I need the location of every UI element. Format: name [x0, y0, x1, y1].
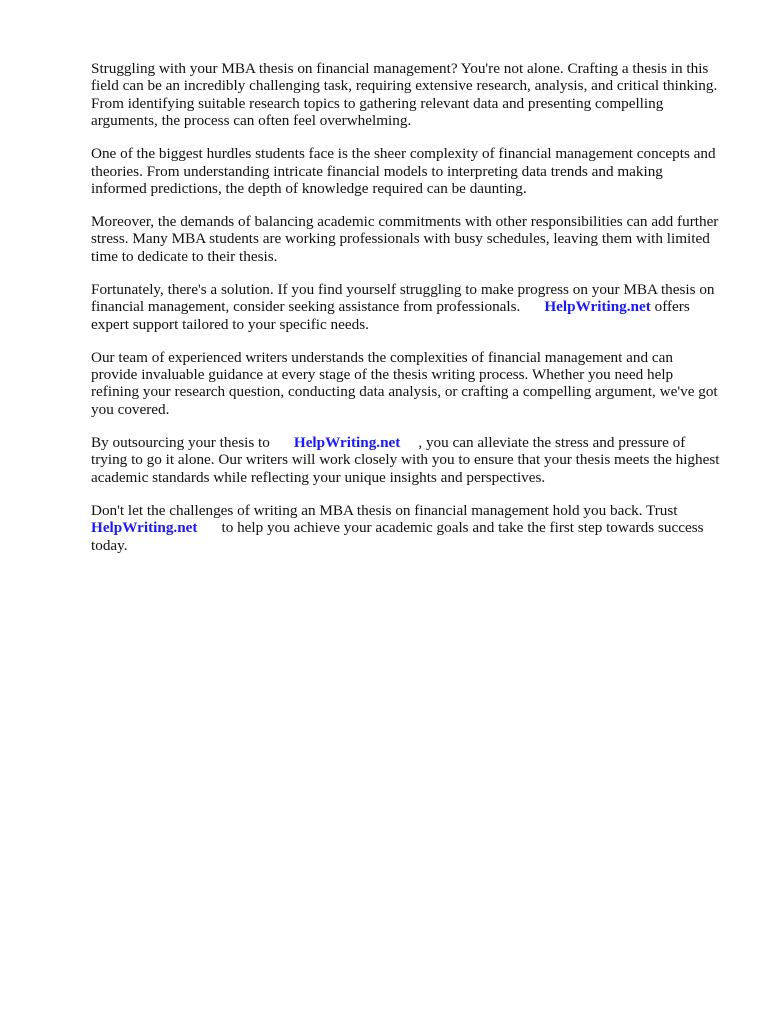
- paragraph-team: Our team of experienced writers understands the complexities of financial management and can provide invaluable guidance at every stage of the thesis writing process. Whether you need help refining your research question, conducting data analysis, or crafting a compelling argument, we've got you covered.: [91, 348, 718, 418]
- paragraph-intro: Struggling with your MBA thesis on financial management? You're not alone. Crafting a thesis in this field can be an incredibly challenging task, requiring extensive research, analysis, and critical thinking. From identifying suitable research topics to gathering relevant data and presenting compelling arguments, the process can often feel overwhelming.: [91, 60, 718, 130]
- paragraph-outsourcing: [91, 434, 721, 486]
- paragraph-closing: [91, 502, 721, 554]
- paragraph-closing-tail: to help you achieve your academic goals and take the first step towards success today.: [91, 519, 704, 554]
- paragraph-outsourcing-tail: , you can alleviate the stress and pressure of trying to go it alone. Our writers will work closely with you to ensure that your thesis meets the highest academic standards while reflecting your unique insights and perspectives.: [91, 433, 720, 486]
- paragraph-complexity: One of the biggest hurdles students face is the sheer complexity of financial management concepts and theories. From understanding intricate financial models to interpreting data trends and making informed predictions, the depth of knowledge required can be daunting.: [91, 145, 716, 198]
- paragraph-solution-text: Fortunately, there's a solution. If you find yourself struggling to make progress on your MBA thesis on financial management, consider seeking assistance from professionals.: [91, 280, 715, 316]
- paragraph-solution: [91, 281, 721, 333]
- paragraph-time-demands: Moreover, the demands of balancing academic commitments with other responsibilities can add further stress. Many MBA students are working professionals with busy schedules, leaving them with limited time to dedicate to their thesis.: [91, 213, 719, 265]
- paragraph-outsourcing-text: By outsourcing your thesis to: [91, 433, 270, 451]
- document-page: [91, 60, 721, 570]
- paragraph-closing-text: Don't let the challenges of writing an MBA thesis on financial management hold you back. Trust: [91, 501, 678, 519]
- helpwriting-link[interactable]: HelpWriting.net: [293, 433, 401, 451]
- helpwriting-link[interactable]: HelpWriting.net: [544, 298, 651, 316]
- paragraph-solution-tail: offers expert support tailored to your specific needs.: [91, 298, 690, 333]
- helpwriting-link[interactable]: HelpWriting.net: [91, 519, 198, 537]
